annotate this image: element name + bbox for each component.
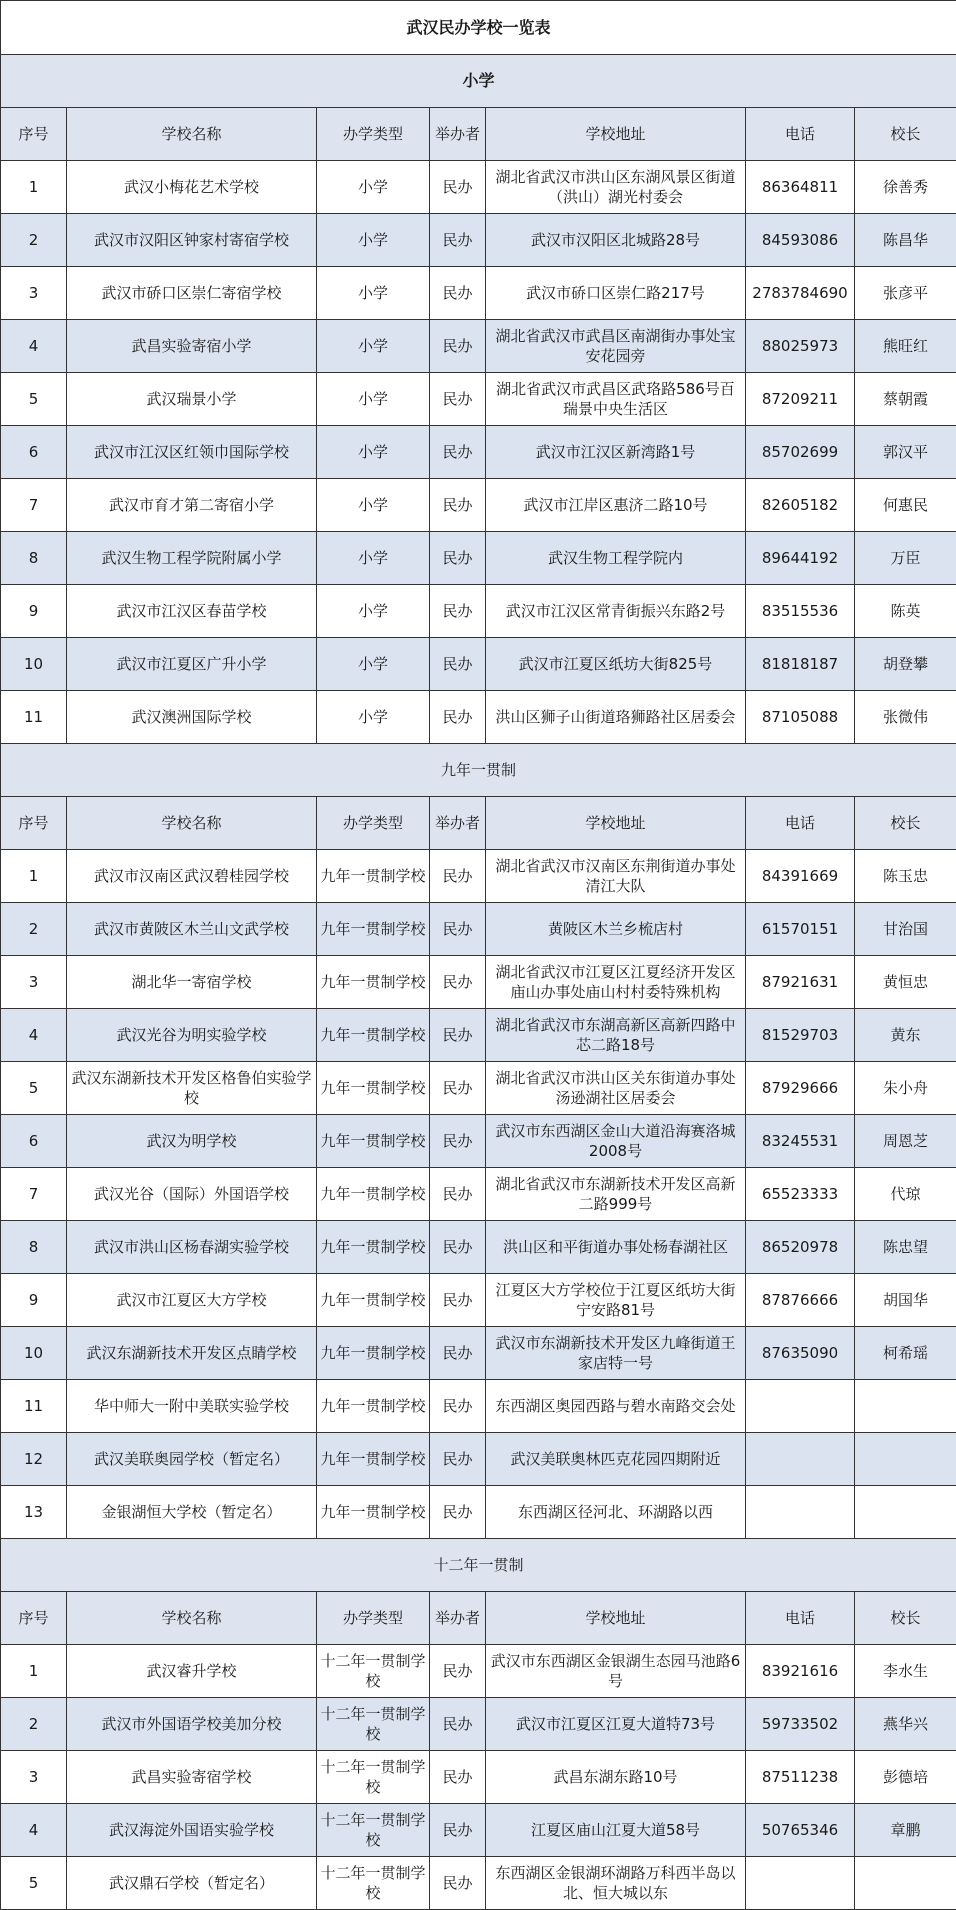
cell-index: 1 (1, 161, 67, 214)
header-sponsor: 举办者 (430, 1592, 486, 1645)
table-title: 武汉民办学校一览表 (1, 1, 956, 55)
cell-phone: 83921616 (746, 1645, 855, 1698)
table-row (1, 1804, 956, 1857)
cell-school-type: 九年一贯制学校 (317, 903, 430, 956)
cell-address: 武汉市汉阳区北城路28号 (486, 214, 746, 267)
cell-school-type: 九年一贯制学校 (317, 956, 430, 1009)
cell-school-name: 武汉市江汉区春苗学校 (67, 585, 317, 638)
header-school-type: 办学类型 (317, 1592, 430, 1645)
cell-phone: 50765346 (746, 1804, 855, 1857)
cell-principal: 彭德培 (855, 1751, 956, 1804)
header-index: 序号 (1, 108, 67, 161)
header-sponsor: 举办者 (430, 108, 486, 161)
table-row (1, 1645, 956, 1698)
cell-school-name: 武汉生物工程学院附属小学 (67, 532, 317, 585)
table-row (1, 1433, 956, 1486)
header-phone: 电话 (746, 1592, 855, 1645)
cell-principal: 陈玉忠 (855, 850, 956, 903)
cell-sponsor: 民办 (430, 161, 486, 214)
cell-address: 湖北省武汉市东湖新技术开发区高新二路999号 (486, 1168, 746, 1221)
table-row (1, 1115, 956, 1168)
cell-school-type: 十二年一贯制学校 (317, 1698, 430, 1751)
header-sponsor: 举办者 (430, 797, 486, 850)
cell-address: 武汉市江汉区常青街振兴东路2号 (486, 585, 746, 638)
cell-phone (746, 1380, 855, 1433)
cell-address: 江夏区庙山江夏大道58号 (486, 1804, 746, 1857)
cell-sponsor: 民办 (430, 1804, 486, 1857)
cell-index: 8 (1, 532, 67, 585)
cell-address: 武汉市东西湖区金银湖生态园马池路6号 (486, 1645, 746, 1698)
table-row (1, 320, 956, 373)
cell-sponsor: 民办 (430, 691, 486, 744)
table-row (1, 691, 956, 744)
table-row (1, 638, 956, 691)
cell-address: 武汉市江夏区纸坊大街825号 (486, 638, 746, 691)
cell-phone: 87105088 (746, 691, 855, 744)
section-row (1, 55, 956, 108)
table-row (1, 426, 956, 479)
title-row (1, 1, 956, 55)
cell-phone: 83515536 (746, 585, 855, 638)
cell-address: 武汉市江岸区惠济二路10号 (486, 479, 746, 532)
header-address: 学校地址 (486, 797, 746, 850)
cell-sponsor: 民办 (430, 1645, 486, 1698)
cell-phone (746, 1486, 855, 1539)
cell-school-type: 小学 (317, 214, 430, 267)
cell-school-type: 九年一贯制学校 (317, 1221, 430, 1274)
cell-school-name: 武昌实验寄宿学校 (67, 1751, 317, 1804)
header-address: 学校地址 (486, 1592, 746, 1645)
cell-address: 武汉市东湖新技术开发区九峰街道王家店特一号 (486, 1327, 746, 1380)
cell-principal: 柯希瑶 (855, 1327, 956, 1380)
cell-sponsor: 民办 (430, 532, 486, 585)
cell-sponsor: 民办 (430, 638, 486, 691)
cell-index: 7 (1, 1168, 67, 1221)
table-row (1, 1327, 956, 1380)
cell-index: 10 (1, 1327, 67, 1380)
cell-principal: 黄恒忠 (855, 956, 956, 1009)
table-row (1, 161, 956, 214)
cell-school-name: 武汉光谷（国际）外国语学校 (67, 1168, 317, 1221)
table-row (1, 373, 956, 426)
cell-school-type: 小学 (317, 161, 430, 214)
cell-address: 湖北省武汉市汉南区东荆街道办事处清江大队 (486, 850, 746, 903)
cell-school-name: 武汉为明学校 (67, 1115, 317, 1168)
cell-school-name: 武汉市外国语学校美加分校 (67, 1698, 317, 1751)
table-row (1, 479, 956, 532)
cell-school-name: 武汉睿升学校 (67, 1645, 317, 1698)
cell-index: 4 (1, 1009, 67, 1062)
cell-school-type: 十二年一贯制学校 (317, 1857, 430, 1910)
section-title: 九年一贯制 (1, 744, 956, 797)
cell-address: 湖北省武汉市武昌区南湖街办事处宝安花园旁 (486, 320, 746, 373)
cell-principal (855, 1380, 956, 1433)
cell-school-name: 武汉澳洲国际学校 (67, 691, 317, 744)
cell-school-name: 武汉市江汉区红领巾国际学校 (67, 426, 317, 479)
table-row (1, 1168, 956, 1221)
cell-phone: 86364811 (746, 161, 855, 214)
cell-principal: 李水生 (855, 1645, 956, 1698)
cell-sponsor: 民办 (430, 1857, 486, 1910)
cell-address: 武汉市硚口区崇仁路217号 (486, 267, 746, 320)
column-header-row (1, 1592, 956, 1645)
header-school-type: 办学类型 (317, 797, 430, 850)
header-phone: 电话 (746, 108, 855, 161)
cell-index: 2 (1, 903, 67, 956)
cell-school-name: 武汉美联奥园学校（暂定名） (67, 1433, 317, 1486)
cell-phone: 85702699 (746, 426, 855, 479)
cell-school-name: 武汉小梅花艺术学校 (67, 161, 317, 214)
cell-sponsor: 民办 (430, 1698, 486, 1751)
section-row (1, 1539, 956, 1592)
cell-sponsor: 民办 (430, 956, 486, 1009)
cell-school-name: 武汉鼎石学校（暂定名） (67, 1857, 317, 1910)
cell-school-name: 武汉市江夏区大方学校 (67, 1274, 317, 1327)
cell-sponsor: 民办 (430, 1009, 486, 1062)
cell-school-name: 武汉东湖新技术开发区点睛学校 (67, 1327, 317, 1380)
table-row (1, 214, 956, 267)
cell-principal (855, 1486, 956, 1539)
cell-principal (855, 1433, 956, 1486)
cell-sponsor: 民办 (430, 267, 486, 320)
header-address: 学校地址 (486, 108, 746, 161)
cell-school-type: 九年一贯制学校 (317, 1274, 430, 1327)
cell-index: 5 (1, 1857, 67, 1910)
cell-principal: 郭汉平 (855, 426, 956, 479)
cell-school-type: 九年一贯制学校 (317, 1168, 430, 1221)
cell-principal: 朱小舟 (855, 1062, 956, 1115)
header-principal: 校长 (855, 797, 956, 850)
cell-principal: 胡登攀 (855, 638, 956, 691)
cell-sponsor: 民办 (430, 1751, 486, 1804)
header-school-name: 学校名称 (67, 1592, 317, 1645)
cell-principal: 黄东 (855, 1009, 956, 1062)
cell-principal: 万臣 (855, 532, 956, 585)
cell-principal: 代琼 (855, 1168, 956, 1221)
cell-school-name: 金银湖恒大学校（暂定名） (67, 1486, 317, 1539)
cell-index: 12 (1, 1433, 67, 1486)
cell-school-type: 九年一贯制学校 (317, 1486, 430, 1539)
cell-school-name: 武汉市汉南区武汉碧桂园学校 (67, 850, 317, 903)
cell-phone: 88025973 (746, 320, 855, 373)
cell-phone: 87511238 (746, 1751, 855, 1804)
cell-address: 武汉市江夏区江夏大道特73号 (486, 1698, 746, 1751)
cell-school-name: 武汉市育才第二寄宿小学 (67, 479, 317, 532)
cell-address: 东西湖区径河北、环湖路以西 (486, 1486, 746, 1539)
cell-sponsor: 民办 (430, 903, 486, 956)
cell-index: 2 (1, 1698, 67, 1751)
table-row (1, 850, 956, 903)
cell-school-name: 武昌实验寄宿小学 (67, 320, 317, 373)
cell-index: 1 (1, 1645, 67, 1698)
cell-phone: 87209211 (746, 373, 855, 426)
cell-principal: 陈英 (855, 585, 956, 638)
column-header-row (1, 797, 956, 850)
cell-principal: 陈忠望 (855, 1221, 956, 1274)
cell-address: 东西湖区奥园西路与碧水南路交会处 (486, 1380, 746, 1433)
cell-school-type: 小学 (317, 320, 430, 373)
cell-school-name: 华中师大一附中美联实验学校 (67, 1380, 317, 1433)
cell-school-name: 武汉光谷为明实验学校 (67, 1009, 317, 1062)
cell-school-type: 小学 (317, 373, 430, 426)
cell-school-type: 小学 (317, 691, 430, 744)
cell-sponsor: 民办 (430, 214, 486, 267)
cell-sponsor: 民办 (430, 1274, 486, 1327)
cell-index: 5 (1, 373, 67, 426)
table-row (1, 1062, 956, 1115)
cell-school-type: 九年一贯制学校 (317, 1380, 430, 1433)
table-row (1, 1221, 956, 1274)
cell-address: 江夏区大方学校位于江夏区纸坊大街宁安路81号 (486, 1274, 746, 1327)
table-row (1, 267, 956, 320)
cell-address: 湖北省武汉市江夏区江夏经济开发区庙山办事处庙山村村委特殊机构 (486, 956, 746, 1009)
cell-principal: 何惠民 (855, 479, 956, 532)
header-index: 序号 (1, 797, 67, 850)
cell-phone: 82605182 (746, 479, 855, 532)
cell-index: 3 (1, 267, 67, 320)
cell-address: 湖北省武汉市洪山区东湖风景区街道（洪山）湖光村委会 (486, 161, 746, 214)
cell-phone: 87921631 (746, 956, 855, 1009)
cell-principal: 胡国华 (855, 1274, 956, 1327)
cell-address: 湖北省武汉市洪山区关东街道办事处汤逊湖社区居委会 (486, 1062, 746, 1115)
cell-phone: 86520978 (746, 1221, 855, 1274)
cell-school-type: 九年一贯制学校 (317, 1062, 430, 1115)
cell-school-type: 九年一贯制学校 (317, 1327, 430, 1380)
section-title: 十二年一贯制 (1, 1539, 956, 1592)
table-row (1, 903, 956, 956)
cell-school-name: 武汉市黄陂区木兰山文武学校 (67, 903, 317, 956)
cell-sponsor: 民办 (430, 320, 486, 373)
cell-school-type: 九年一贯制学校 (317, 1115, 430, 1168)
cell-principal: 张微伟 (855, 691, 956, 744)
cell-address: 武汉市东西湖区金山大道沿海赛洛城2008号 (486, 1115, 746, 1168)
cell-school-type: 小学 (317, 267, 430, 320)
cell-school-type: 小学 (317, 479, 430, 532)
cell-school-name: 武汉东湖新技术开发区格鲁伯实验学校 (67, 1062, 317, 1115)
cell-sponsor: 民办 (430, 479, 486, 532)
cell-sponsor: 民办 (430, 1380, 486, 1433)
cell-school-name: 武汉市硚口区崇仁寄宿学校 (67, 267, 317, 320)
section-title: 小学 (1, 55, 956, 108)
cell-school-name: 武汉海淀外国语实验学校 (67, 1804, 317, 1857)
table-row (1, 956, 956, 1009)
cell-school-type: 小学 (317, 585, 430, 638)
cell-school-name: 湖北华一寄宿学校 (67, 956, 317, 1009)
cell-school-type: 小学 (317, 638, 430, 691)
cell-address: 武昌东湖东路10号 (486, 1751, 746, 1804)
cell-sponsor: 民办 (430, 426, 486, 479)
header-school-name: 学校名称 (67, 108, 317, 161)
table-row (1, 1486, 956, 1539)
cell-principal: 陈昌华 (855, 214, 956, 267)
cell-principal: 蔡朝霞 (855, 373, 956, 426)
cell-phone: 89644192 (746, 532, 855, 585)
cell-principal: 燕华兴 (855, 1698, 956, 1751)
cell-principal: 张彦平 (855, 267, 956, 320)
cell-school-type: 九年一贯制学校 (317, 850, 430, 903)
cell-phone: 81818187 (746, 638, 855, 691)
cell-school-name: 武汉瑞景小学 (67, 373, 317, 426)
cell-index: 3 (1, 1751, 67, 1804)
cell-address: 洪山区和平街道办事处杨春湖社区 (486, 1221, 746, 1274)
cell-index: 11 (1, 691, 67, 744)
cell-school-type: 小学 (317, 426, 430, 479)
cell-index: 9 (1, 1274, 67, 1327)
cell-index: 11 (1, 1380, 67, 1433)
cell-school-type: 小学 (317, 532, 430, 585)
cell-principal: 甘治国 (855, 903, 956, 956)
header-school-type: 办学类型 (317, 108, 430, 161)
cell-sponsor: 民办 (430, 1327, 486, 1380)
cell-phone: 87635090 (746, 1327, 855, 1380)
table-row (1, 1751, 956, 1804)
table-row (1, 585, 956, 638)
table-body (1, 1, 956, 1910)
cell-index: 3 (1, 956, 67, 1009)
cell-index: 1 (1, 850, 67, 903)
cell-school-type: 九年一贯制学校 (317, 1009, 430, 1062)
cell-principal: 徐善秀 (855, 161, 956, 214)
cell-sponsor: 民办 (430, 1062, 486, 1115)
cell-phone: 2783784690 (746, 267, 855, 320)
table-row (1, 1698, 956, 1751)
cell-phone: 83245531 (746, 1115, 855, 1168)
header-principal: 校长 (855, 108, 956, 161)
cell-school-type: 九年一贯制学校 (317, 1433, 430, 1486)
table-row (1, 1380, 956, 1433)
cell-phone: 81529703 (746, 1009, 855, 1062)
cell-sponsor: 民办 (430, 1433, 486, 1486)
cell-sponsor: 民办 (430, 850, 486, 903)
cell-phone: 61570151 (746, 903, 855, 956)
header-principal: 校长 (855, 1592, 956, 1645)
cell-phone: 59733502 (746, 1698, 855, 1751)
cell-index: 6 (1, 1115, 67, 1168)
cell-sponsor: 民办 (430, 585, 486, 638)
cell-phone: 84391669 (746, 850, 855, 903)
cell-sponsor: 民办 (430, 1115, 486, 1168)
cell-address: 湖北省武汉市东湖高新区高新四路中芯二路18号 (486, 1009, 746, 1062)
cell-address: 武汉生物工程学院内 (486, 532, 746, 585)
cell-index: 4 (1, 1804, 67, 1857)
section-row (1, 744, 956, 797)
cell-index: 6 (1, 426, 67, 479)
cell-address: 黄陂区木兰乡梳店村 (486, 903, 746, 956)
table-row (1, 1009, 956, 1062)
table-row (1, 532, 956, 585)
cell-principal: 熊旺红 (855, 320, 956, 373)
cell-index: 2 (1, 214, 67, 267)
cell-address: 洪山区狮子山街道珞狮路社区居委会 (486, 691, 746, 744)
cell-school-name: 武汉市江夏区广升小学 (67, 638, 317, 691)
header-phone: 电话 (746, 797, 855, 850)
cell-sponsor: 民办 (430, 373, 486, 426)
cell-phone: 65523333 (746, 1168, 855, 1221)
header-index: 序号 (1, 1592, 67, 1645)
column-header-row (1, 108, 956, 161)
cell-address: 东西湖区金银湖环湖路万科西半岛以北、恒大城以东 (486, 1857, 746, 1910)
cell-principal: 周恩芝 (855, 1115, 956, 1168)
cell-index: 8 (1, 1221, 67, 1274)
header-school-name: 学校名称 (67, 797, 317, 850)
cell-address: 武汉市江汉区新湾路1号 (486, 426, 746, 479)
cell-school-type: 十二年一贯制学校 (317, 1751, 430, 1804)
cell-index: 4 (1, 320, 67, 373)
cell-phone (746, 1433, 855, 1486)
cell-index: 5 (1, 1062, 67, 1115)
cell-sponsor: 民办 (430, 1486, 486, 1539)
cell-phone: 84593086 (746, 214, 855, 267)
cell-index: 13 (1, 1486, 67, 1539)
cell-sponsor: 民办 (430, 1221, 486, 1274)
cell-school-type: 十二年一贯制学校 (317, 1645, 430, 1698)
cell-address: 武汉美联奥林匹克花园四期附近 (486, 1433, 746, 1486)
cell-index: 9 (1, 585, 67, 638)
cell-index: 7 (1, 479, 67, 532)
cell-address: 湖北省武汉市武昌区武珞路586号百瑞景中央生活区 (486, 373, 746, 426)
cell-school-type: 十二年一贯制学校 (317, 1804, 430, 1857)
cell-school-name: 武汉市洪山区杨春湖实验学校 (67, 1221, 317, 1274)
cell-principal: 章鹏 (855, 1804, 956, 1857)
cell-index: 10 (1, 638, 67, 691)
cell-sponsor: 民办 (430, 1168, 486, 1221)
cell-phone: 87929666 (746, 1062, 855, 1115)
cell-phone: 87876666 (746, 1274, 855, 1327)
table-row (1, 1274, 956, 1327)
cell-school-name: 武汉市汉阳区钟家村寄宿学校 (67, 214, 317, 267)
